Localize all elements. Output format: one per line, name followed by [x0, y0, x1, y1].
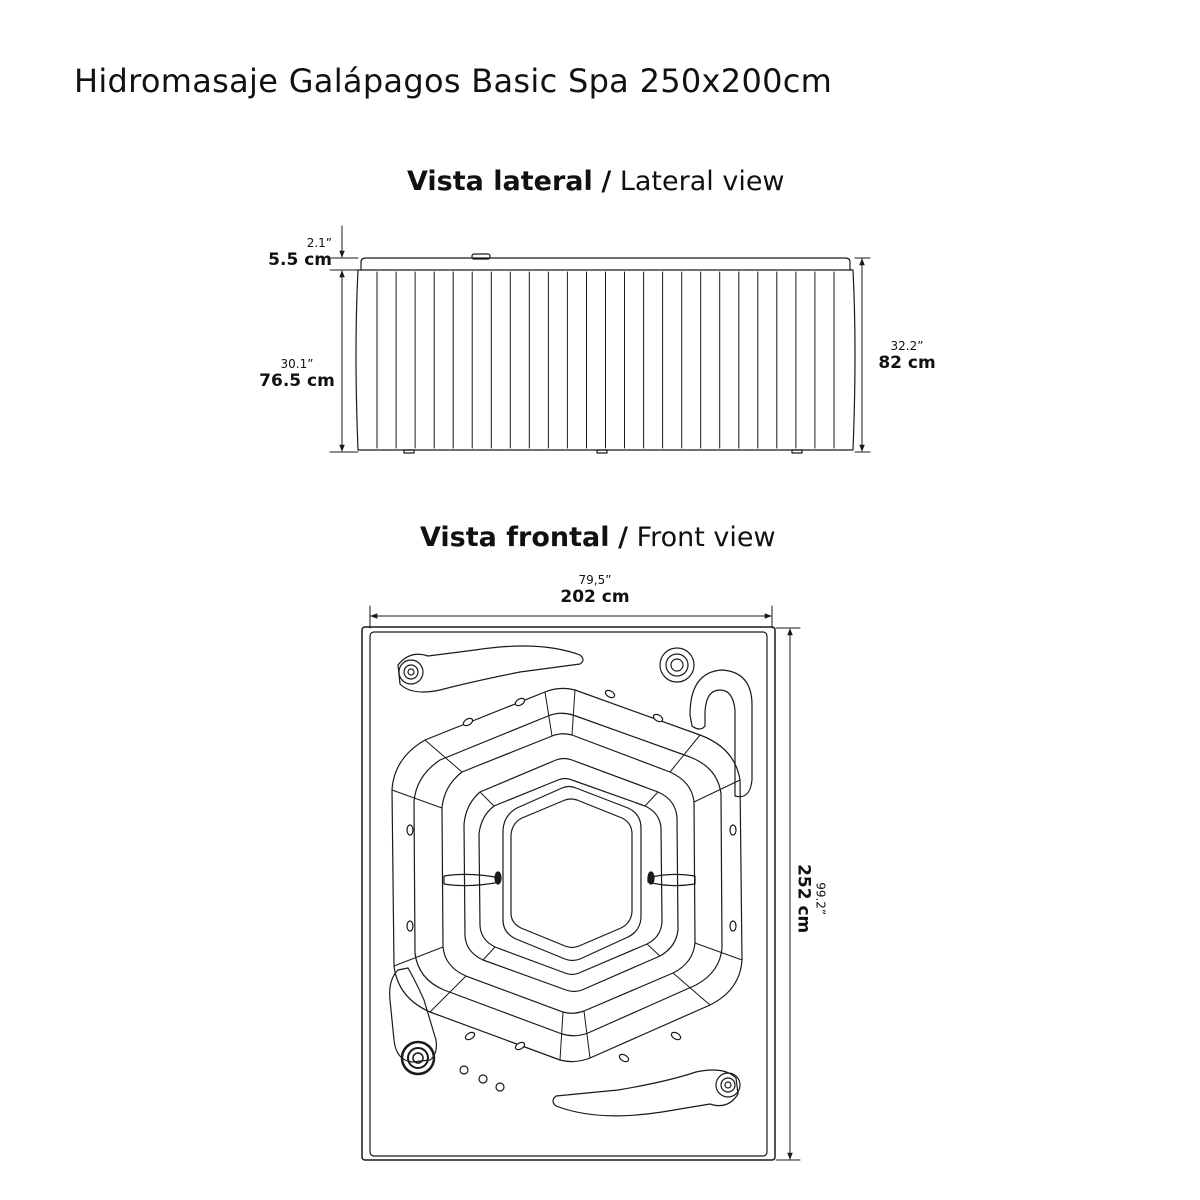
filter-top-right — [660, 648, 694, 682]
dim-total-height-cm: 82 cm — [878, 352, 936, 373]
headrest-jet-top-left — [399, 660, 423, 684]
wall-jets — [407, 689, 736, 1063]
front-view-separator: / — [618, 522, 628, 553]
front-view-label-en: Front view — [636, 522, 776, 553]
pump-jet-bottom-left — [402, 1042, 434, 1074]
lateral-dimension-lines — [330, 226, 870, 452]
dim-cover-height-in: 2.1” — [306, 236, 332, 250]
dim-cover-height-cm: 5.5 cm — [268, 249, 332, 270]
dim-body-height-cm: 76.5 cm — [259, 370, 335, 391]
spa-outer-frame — [362, 627, 775, 1160]
control-buttons — [460, 1066, 504, 1091]
lateral-view-separator: / — [601, 166, 612, 197]
footwell-outer — [479, 779, 662, 975]
lounger-bottom-right — [553, 1070, 738, 1116]
front-view-drawing — [362, 606, 800, 1160]
lateral-view-drawing — [330, 226, 870, 453]
grab-handle-right — [690, 670, 752, 797]
footwell-inner — [503, 787, 641, 961]
seat-divider-left — [444, 874, 500, 885]
seat-divider-right — [648, 874, 695, 885]
dim-length-in: 99.2” — [813, 882, 828, 916]
footwell-floor — [511, 799, 632, 948]
front-view-label-es: Vista frontal — [420, 522, 610, 553]
dim-width-in: 79,5” — [578, 573, 612, 587]
dim-width-cm: 202 cm — [560, 586, 630, 607]
dim-length-cm: 252 cm — [793, 864, 814, 934]
lounger-top-left — [398, 646, 583, 692]
dim-total-height-in: 32.2” — [890, 339, 924, 353]
spa-cover-side — [361, 258, 850, 270]
diagram-title: Hidromasaje Galápagos Basic Spa 250x200cm — [74, 62, 833, 100]
lateral-view-label-es: Vista lateral — [407, 166, 593, 197]
wood-panels — [377, 272, 834, 448]
lateral-view-label-en: Lateral view — [619, 166, 785, 197]
dim-body-height-in: 30.1” — [280, 357, 314, 371]
spa-inner-frame — [370, 632, 767, 1156]
